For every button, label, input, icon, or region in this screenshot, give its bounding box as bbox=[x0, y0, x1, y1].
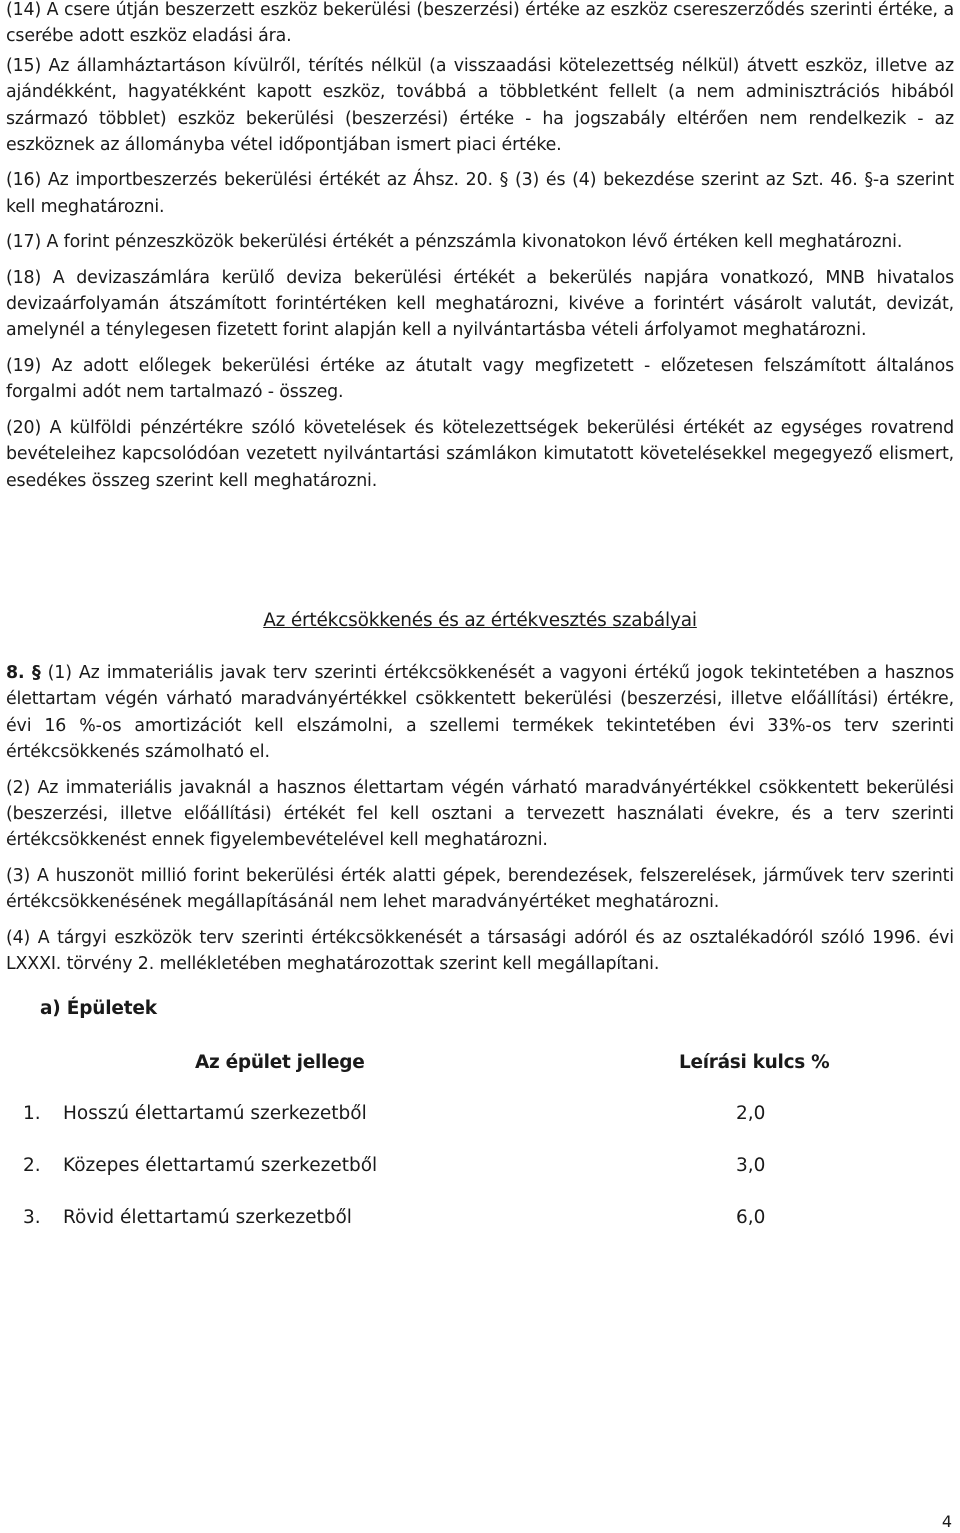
paragraph-16: (16) Az importbeszerzés bekerülési értékét az Áhsz. 20. § (3) és (4) bekezdése szerint az Szt. 46. §-a szerint kell meghatározni. bbox=[6, 170, 954, 217]
paragraph-block bbox=[6, 0, 954, 494]
row-number: 3. bbox=[23, 1207, 41, 1228]
row-label: Hosszú élettartamú szerkezetből bbox=[63, 1103, 367, 1124]
paragraph-20: (20) A külföldi pénzértékre szóló követelések és kötelezettségek bekerülési értékét az egységes rovatrend bevételeihez kapcsolódóan vezetett nyilvántartási számlákon kimutatott követelésekkel megegyező elismert, esedékes összeg szerint kell meghatározni. bbox=[6, 417, 954, 491]
paragraph-17: (17) A forint pénzeszközök bekerülési értékét a pénzszámla kivonatokon lévő értéken kell meghatározni. bbox=[6, 232, 903, 253]
table-header-rate: Leírási kulcs % bbox=[679, 1052, 830, 1073]
row-value: 2,0 bbox=[736, 1103, 766, 1124]
section-8-paragraph-4: (4) A tárgyi eszközök terv szerinti értékcsökkenését a társasági adóról és az osztalékadóról szóló 1996. évi LXXXI. törvény 2. mellékletében meghatározottak szerint kell megállapítani. bbox=[6, 927, 954, 975]
section-8-paragraph-1-text: (1) Az immateriális javak terv szerinti értékcsökkenését a vagyoni értékű jogok tekintetében a hasznos élettartam végén várható maradványértékkel csökkentett bekerülési (beszerzési, illetve előállítási) értékre, évi 16 %-os amortizációt kell elszámolni, a szellemi termékek tekintetében évi 33%-os terv szerinti értékcsökkenés számolható el. bbox=[6, 663, 954, 763]
section-8 bbox=[6, 660, 954, 977]
paragraph-15: (15) Az államháztartáson kívülről, térítés nélkül (a visszaadási kötelezettség nélkül) átvett eszköz, illetve az ajándékként, hagyatékként kapott eszköz, továbbá a többletként fellelt (a nem adminisztrációs hibából származó többlet) eszköz bekerülési (beszerzési) értéke - ha jogszabály eltérően nem rendelkezik - az eszköznek az állományba vétel időpontjában ismert piaci értéke. bbox=[6, 55, 954, 156]
table-row bbox=[6, 1103, 954, 1129]
row-label: Rövid élettartamú szerkezetből bbox=[63, 1207, 352, 1228]
section-8-paragraph-3: (3) A huszonöt millió forint bekerülési érték alatti gépek, berendezések, felszerelések, járművek terv szerinti értékcsökkenésének megállapításánál nem lehet maradványértéket meghatározni. bbox=[6, 865, 954, 913]
section-8-paragraph-1 bbox=[6, 660, 954, 766]
page-number: 4 bbox=[941, 1512, 952, 1531]
row-label: Közepes élettartamú szerkezetből bbox=[63, 1155, 378, 1176]
paragraph-14: (14) A csere útján beszerzett eszköz bekerülési (beszerzési) értéke az eszköz csereszerződés szerinti értéke, a cserébe adott eszköz eladási ára. bbox=[6, 0, 954, 47]
section-8-paragraph-2: (2) Az immateriális javaknál a hasznos élettartam végén várható maradványértékkel csökkentett bekerülési (beszerzési, illetve előállítási) értékét fel kell osztani a tervezett használati évekre, és a terv szerinti értékcsökkenést ennek figyelembevételével kell meghatározni. bbox=[6, 777, 954, 851]
paragraph-18: (18) A devizaszámlára kerülő deviza bekerülési értékét a bekerülés napjára vonatkozó, MNB hivatalos devizaárfolyamán átszámított forintértéken kell meghatározni, kivéve a forintért vásárolt valutát, devizát, amelynél a ténylegesen fizetett forint alapján kell a nyilvántartásba vételi árfolyamot meghatározni. bbox=[6, 267, 954, 341]
table-row bbox=[6, 1207, 954, 1233]
subsection-title: a) Épületek bbox=[40, 998, 157, 1019]
table-header-building-type: Az épület jellege bbox=[195, 1052, 365, 1073]
row-number: 2. bbox=[23, 1155, 41, 1176]
section-heading: Az értékcsökkenés és az értékvesztés szabályai bbox=[263, 610, 697, 631]
row-value: 3,0 bbox=[736, 1155, 766, 1176]
table-row bbox=[6, 1155, 954, 1181]
document-page bbox=[6, 0, 954, 1228]
section-8-number: 8. § bbox=[6, 663, 41, 683]
paragraph-19: (19) Az adott előlegek bekerülési értéke az átutalt vagy megfizetett - előzetesen felszámított általános forgalmi adót nem tartalmazó - összeg. bbox=[6, 355, 954, 403]
row-value: 6,0 bbox=[736, 1207, 766, 1228]
row-number: 1. bbox=[23, 1103, 41, 1124]
